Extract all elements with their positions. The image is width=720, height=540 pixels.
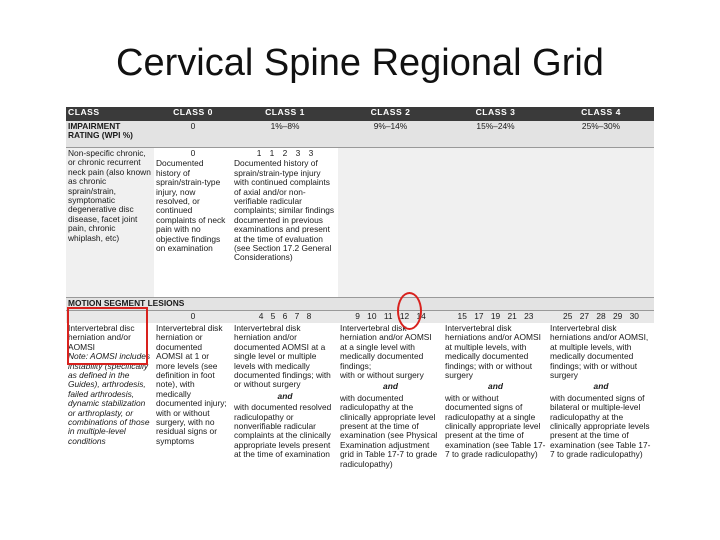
nonspecific-class-1 xyxy=(232,148,338,298)
motion-class-2-or: with or without surgery xyxy=(340,370,424,381)
motion-class-2-and: and xyxy=(383,381,398,392)
motion-class-4-and: and xyxy=(593,381,609,392)
nonspecific-class-1-grades: 1 1 2 3 3 xyxy=(256,148,314,158)
rating-class-3: 15%–24% xyxy=(443,121,548,148)
slide-title: Cervical Spine Regional Grid xyxy=(116,42,604,84)
header-class-0: CLASS 0 xyxy=(154,107,232,121)
motion-class-2 xyxy=(338,323,443,515)
nonspecific-class-0-text: Documented history of sprain/strain-type injury, now resolved, or continued complaints of neck pain with no objective findings on examination xyxy=(156,158,226,254)
header-class-3: CLASS 3 xyxy=(443,107,548,121)
motion-class-4-text-a: Intervertebral disk herniations and/or AOMSI, at multiple levels, with medically documented findings; with or without surgery xyxy=(550,323,649,381)
motion-class-2-text-a: Intervertebral disk herniation and/or AOMSI at a single level with medically documented findings; xyxy=(340,323,432,371)
motion-class-0: Intervertebral disk herniation or documented AOMSI at 1 or more levels (see definition in foot note), with medically documented injury; with or without surgery, with no residual signs or symptoms xyxy=(156,323,227,446)
nonspecific-class-4 xyxy=(548,148,654,298)
header-class: CLASS xyxy=(66,107,154,121)
motion-grades-class-0: 0 xyxy=(154,311,232,324)
motion-class-3 xyxy=(443,323,548,515)
motion-class-3-text-b: with or without documented signs of radiculopathy at a single clinically appropriate level present at the time of examination (see Table 17-7 to grade radiculopathy) xyxy=(445,392,546,460)
motion-class-4 xyxy=(548,323,654,515)
motion-section-label: MOTION SEGMENT LESIONS xyxy=(66,298,654,311)
nonspecific-class-3 xyxy=(443,148,548,298)
motion-grades-class-3: 15 17 19 21 23 xyxy=(443,311,548,324)
header-row xyxy=(66,107,654,121)
nonspecific-class-0-grade: 0 xyxy=(190,148,196,158)
header-class-4: CLASS 4 xyxy=(548,107,654,121)
header-class-2: CLASS 2 xyxy=(338,107,443,121)
motion-grades-row xyxy=(66,311,654,324)
grid-table xyxy=(66,107,654,515)
motion-class-3-and: and xyxy=(488,381,503,392)
motion-class-3-text-a: Intervertebral disk herniations and/or AOMSI at multiple levels, with medically documented findings; with or without surgery xyxy=(445,323,541,381)
rating-class-1: 1%–8% xyxy=(232,121,338,148)
motion-section-row xyxy=(66,298,654,311)
motion-grades-class-4: 25 27 28 29 30 xyxy=(548,311,654,324)
annotation-circle-highlight xyxy=(397,292,422,330)
motion-grades-class-1: 4 5 6 7 8 xyxy=(232,311,338,324)
nonspecific-label: Non-specific chronic, or chronic recurrent neck pain (also known as chronic sprain/strain, symptomatic degenerative disc disease, facet joint pain, chronic whiplash, etc) xyxy=(66,148,154,298)
motion-class-2-text-b: with documented radiculopathy at the clinically appropriate level present at the time of examination (see Physical Examination adjustment grid in Table 17-7 to grade radiculopathy) xyxy=(340,392,438,469)
motion-class-1-text-b: with documented resolved radiculopathy or nonverifiable radicular complaints at the clinically appropriate levels present at the time of examination xyxy=(234,402,332,460)
nonspecific-class-0 xyxy=(154,148,232,298)
motion-class-1-and: and xyxy=(277,390,293,401)
motion-class-1 xyxy=(232,323,338,515)
rating-label: IMPAIRMENT RATING (WPI %) xyxy=(66,121,154,148)
motion-grades-class-2: 9 10 11 12 14 xyxy=(338,311,443,324)
nonspecific-class-2 xyxy=(338,148,443,298)
motion-label: Intervertebral disc herniation and/or AOMSI xyxy=(68,323,135,352)
cervical-spine-grid xyxy=(66,107,654,515)
rating-class-0: 0 xyxy=(154,121,232,148)
rating-row xyxy=(66,121,654,148)
header-class-1: CLASS 1 xyxy=(232,107,338,121)
motion-class-4-text-b: with documented signs of bilateral or multiple-level radiculopathy at the clinically appropriate levels present at the time of examination (see Table 17-7 to grade radiculopathy) xyxy=(550,392,651,460)
rating-class-4: 25%–30% xyxy=(548,121,654,148)
motion-class-1-text-a: Intervertebral disk herniation and/or documented AOMSI at a single level or multiple levels with medically documented findings; with or without surgery xyxy=(234,323,331,390)
motion-row xyxy=(66,323,654,515)
nonspecific-class-1-text: Documented history of sprain/strain-type injury with continued complaints of axial and/or non-verifiable radicular complaints; similar findings documented in previous examinations and present at the time of evaluation (see Section 17.2 General Considerations) xyxy=(234,158,335,263)
annotation-box-highlight xyxy=(67,307,148,365)
rating-class-2: 9%–14% xyxy=(338,121,443,148)
nonspecific-row xyxy=(66,148,654,298)
motion-note: Note: AOMSI includes instability (specifically as defined in the Guides), arthrodesis, failed arthrodesis, dynamic stabilization or arthroplasty, or combinations of those in multiple-level conditions xyxy=(68,351,151,446)
